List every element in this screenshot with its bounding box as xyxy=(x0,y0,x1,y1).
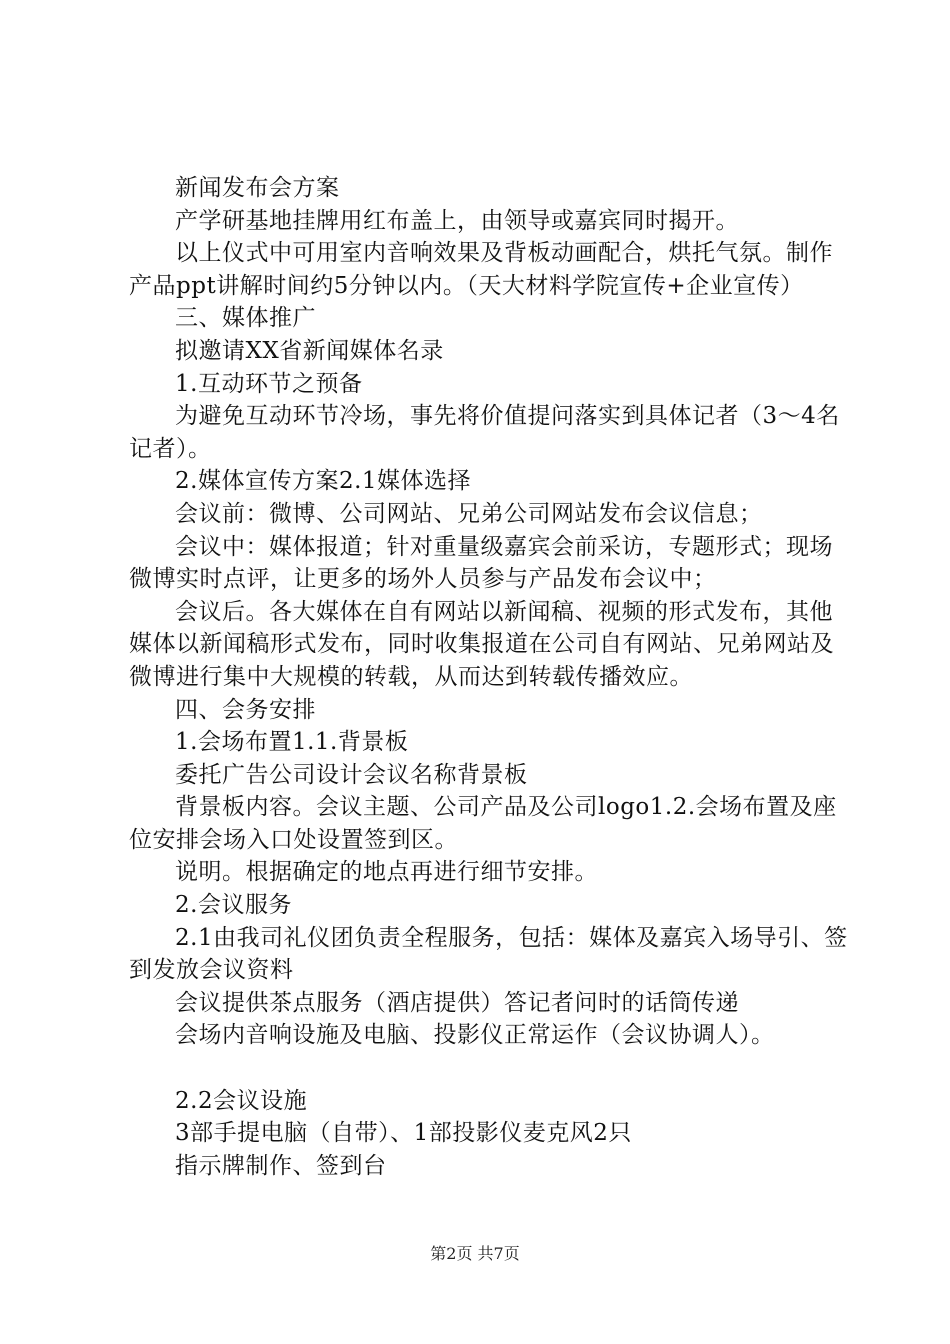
paragraph: 委托广告公司设计会议名称背景板 xyxy=(175,761,528,788)
paragraph: 会议提供茶点服务（酒店提供）答记者问时的话筒传递 xyxy=(175,989,739,1016)
paragraph: 拟邀请XX省新闻媒体名录 xyxy=(175,337,444,364)
subsection-heading: 1.互动环节之预备 xyxy=(175,370,363,397)
paragraph: 指示牌制作、签到台 xyxy=(175,1152,387,1179)
paragraph: 3部手提电脑（自带）、1部投影仪麦克风2只 xyxy=(175,1120,632,1147)
page-number-label: 第2页 共7页 xyxy=(430,1244,520,1263)
paragraph: 为避免互动环节冷场，事先将价值提问落实到具体记者（3～4名记者）。 xyxy=(129,403,840,462)
paragraph: 会议后。各大媒体在自有网站以新闻稿、视频的形式发布，其他媒体以新闻稿形式发布，同时收集报道在公司自有网站、兄弟网站及微博进行集中大规模的转载，从而达到转载传播效应。 xyxy=(129,598,834,690)
subsection-heading: 2.会议服务 xyxy=(175,892,292,919)
blank-line xyxy=(129,1052,849,1085)
subsection-heading: 1.会场布置1.1.背景板 xyxy=(175,729,409,756)
paragraph: 会议前：微博、公司网站、兄弟公司网站发布会议信息； xyxy=(175,500,763,527)
paragraph: 产学研基地挂牌用红布盖上，由领导或嘉宾同时揭开。 xyxy=(175,207,739,234)
page-footer xyxy=(0,1244,950,1264)
document-body xyxy=(129,172,849,1182)
paragraph: 会场内音响设施及电脑、投影仪正常运作（会议协调人）。 xyxy=(175,1022,775,1049)
section-heading-media: 三、媒体推广 xyxy=(175,305,316,332)
subsection-heading: 2.2会议设施 xyxy=(175,1087,308,1114)
paragraph: 以上仪式中可用室内音响效果及背板动画配合，烘托气氛。制作产品ppt讲解时间约5分钟以内。（天大材料学院宣传+企业宣传） xyxy=(129,240,833,299)
paragraph-heading: 新闻发布会方案 xyxy=(175,175,340,201)
paragraph: 背景板内容。会议主题、公司产品及公司logo1.2.会场布置及座位安排会场入口处设置签到区。 xyxy=(129,794,837,853)
paragraph: 说明。根据确定的地点再进行细节安排。 xyxy=(175,859,598,886)
paragraph: 会议中：媒体报道；针对重量级嘉宾会前采访，专题形式；现场微博实时点评，让更多的场外人员参与产品发布会议中； xyxy=(129,533,833,593)
subsection-heading: 2.媒体宣传方案2.1媒体选择 xyxy=(175,468,472,495)
paragraph: 2.1由我司礼仪团负责全程服务，包括：媒体及嘉宾入场导引、签到发放会议资料 xyxy=(129,924,848,984)
section-heading-logistics: 四、会务安排 xyxy=(175,696,316,723)
